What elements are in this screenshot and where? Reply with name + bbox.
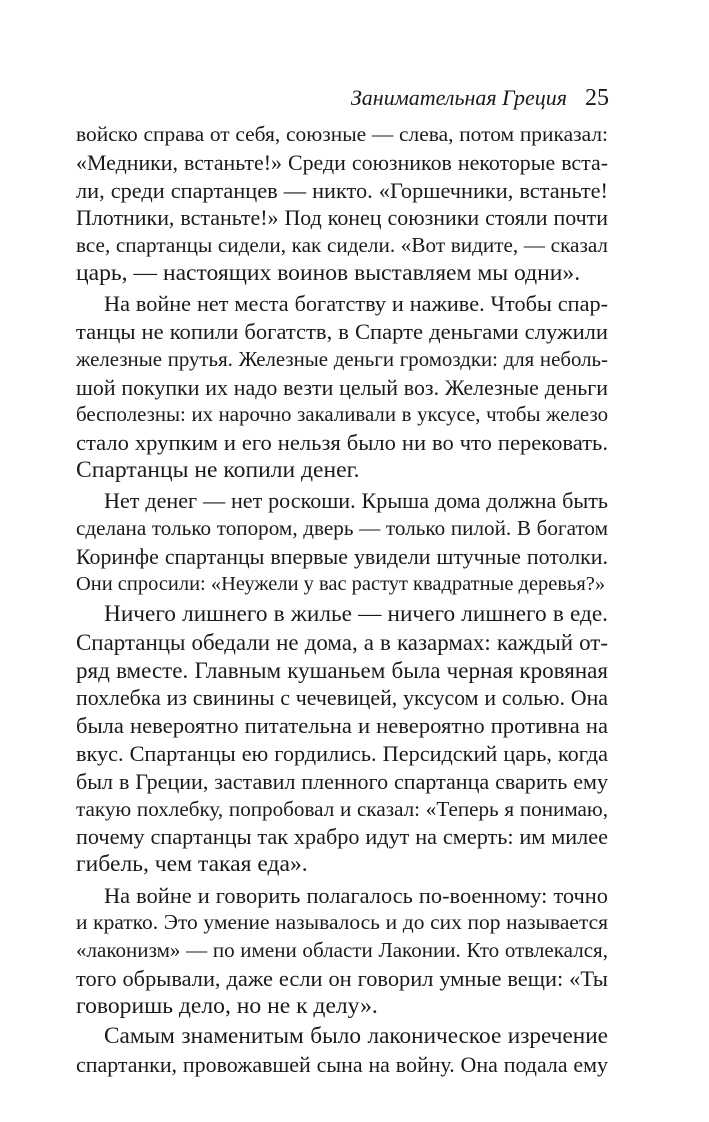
text-line: Плотники, встаньте!» Под конец союзники стояли почти [76, 205, 608, 231]
text-line: стало хрупким и его нельзя было ни во что перековать. [76, 430, 608, 456]
text-line: бесполезны: их нарочно закаливали в уксусе, чтобы железо [76, 402, 608, 427]
text-line: почему спартанцы так храбро идут на смерть: им милее [76, 824, 608, 850]
text-line: вкус. Спартанцы ею гордились. Персидский царь, когда [76, 741, 608, 767]
text-line: железные прутья. Железные деньги громоздки: для неболь- [76, 346, 608, 371]
page-number: 25 [585, 85, 609, 111]
text-line: На войне нет места богатству и наживе. Чтобы спар- [104, 291, 608, 317]
text-line: «лаконизм» — по имени области Лаконии. Кто отвлекался, [76, 938, 608, 963]
text-line: Спартанцы не копили денег. [76, 457, 360, 484]
text-line: гибель, чем такая еда». [76, 851, 308, 878]
text-line: На войне и говорить полагалось по-военному: точно [104, 882, 608, 908]
text-line: ряд вместе. Главным кушаньем была черная кровяная [76, 656, 608, 683]
text-line: был в Греции, заставил пленного спартанца сварить ему [76, 768, 608, 794]
text-line: Коринфе спартанцы впервые увидели штучные потолки. [76, 543, 608, 569]
text-line: шой покупки их надо везти целый воз. Железные деньги [76, 374, 608, 400]
text-line: Спартанцы обедали не дома, а в казармах: каждый от- [76, 629, 608, 655]
text-line: спартанки, провожавшей сына на войну. Она подала ему [76, 1051, 608, 1077]
text-line: сделана только топором, дверь — только пилой. В богатом [76, 516, 608, 541]
text-line: говоришь дело, но не к делу». [76, 992, 378, 1019]
text-line: Они спросили: «Неужели у вас растут квадратные деревья?» [76, 572, 606, 595]
text-line: ли, среди спартанцев — никто. «Горшечники, встаньте! [76, 177, 608, 203]
text-line: такую похлебку, попробовал и сказал: «Теперь я понимаю, [76, 796, 608, 821]
paragraph [76, 290, 608, 485]
text-line: того обрывали, даже если он говорил умные вещи: «Ты [76, 965, 608, 991]
text-line: «Медники, встаньте!» Среди союзников некоторые вста- [76, 149, 608, 175]
text-line: войско справа от себя, союзные — слева, потом приказал: [76, 122, 608, 146]
paragraph [76, 121, 608, 288]
paragraph [76, 487, 608, 598]
paragraph [76, 882, 608, 1021]
running-head [351, 84, 609, 112]
paragraph [76, 1023, 608, 1079]
text-line: царь, — настоящих воинов выставляем мы одни». [76, 259, 581, 286]
running-head-title: Занимательная Греция [350, 85, 567, 110]
text-line: Нет денег — нет роскоши. Крыша дома должна быть [104, 488, 608, 514]
text-line: и кратко. Это умение называлось и до сих пор называется [76, 910, 608, 935]
text-line: была невероятно питательна и невероятно противна на [76, 713, 608, 739]
text-line: танцы не копили богатств, в Спарте деньгами служили [76, 319, 608, 345]
text-line: Ничего лишнего в жилье — ничего лишнего в еде. [104, 601, 608, 628]
text-line: похлебка из свинины с чечевицей, уксусом и солью. Она [76, 685, 608, 711]
paragraph [76, 601, 608, 879]
body-text [76, 121, 608, 1079]
text-line: все, спартанцы сидели, как сидели. «Вот видите, — сказал [76, 233, 608, 258]
text-line: Самым знаменитым было лаконическое изречение [104, 1023, 608, 1049]
